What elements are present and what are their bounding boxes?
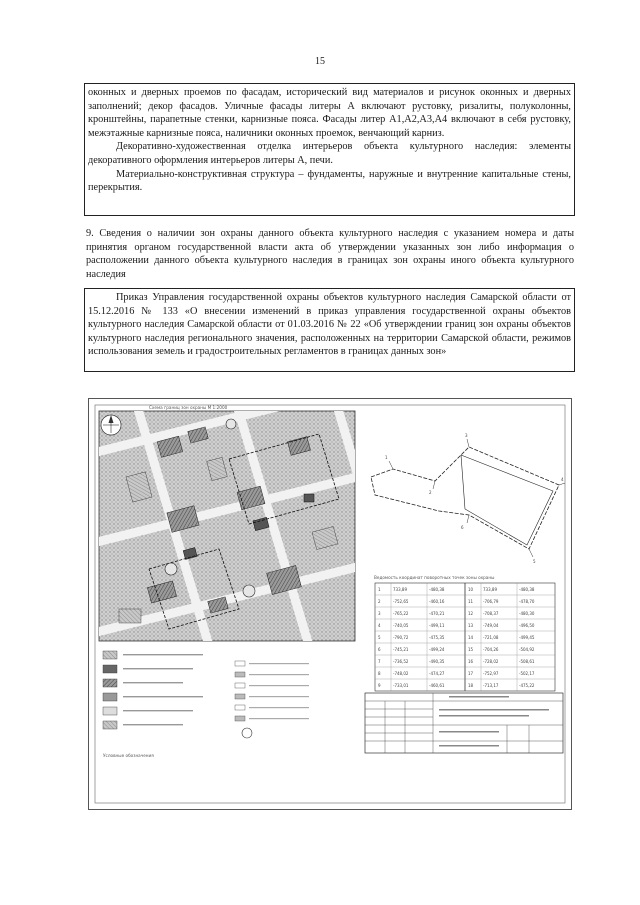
coord-x-value: -713,17 — [483, 683, 499, 688]
legend-swatch — [103, 651, 117, 659]
coord-point-number: 4 — [378, 623, 381, 628]
coord-y-value: -460,16 — [429, 599, 445, 604]
coord-point-number: 8 — [378, 671, 381, 676]
legend-label-line — [249, 718, 309, 719]
facade-description: оконных и дверных проемов по фасадам, исторический вид материалов и рисунок оконных и дверных заполнений; декор фасадов. Уличные фасады литеры А включают рустовку, ризалиты, полуколонны, кронштейны, парапетные стенки, карнизные пояса. Фасады литер А1,А2,А3,А4 включают в себя рустовку, межэтажные карнизные пояса, наличники оконных проемок, венчающий карниз. — [88, 87, 571, 139]
coord-x-value: -736,52 — [393, 659, 409, 664]
coord-x-value: 733,89 — [483, 587, 497, 592]
legend-label-line — [249, 663, 309, 664]
svg-text:1: 1 — [385, 455, 388, 460]
coord-point-number: 9 — [378, 683, 381, 688]
structural-elements: Материально-конструктивная структура – фундаменты, наружные и внутренние капитальные стены, перекрытия. — [88, 168, 571, 194]
legend-label-line — [249, 674, 309, 675]
coord-y-value: -474,27 — [429, 671, 445, 676]
coord-y-value: -480,38 — [429, 587, 445, 592]
coord-y-value: -480,38 — [519, 587, 535, 592]
coord-x-value: -752,65 — [393, 599, 409, 604]
coord-point-number: 7 — [378, 659, 381, 664]
coord-y-value: -499,11 — [429, 623, 445, 628]
legend-label-line — [123, 724, 183, 725]
coord-y-value: -490,35 — [429, 659, 445, 664]
legend-swatch — [103, 679, 117, 687]
coord-point-number: 12 — [468, 611, 474, 616]
coord-x-value: -721,08 — [483, 635, 499, 640]
coord-y-value: -475,22 — [519, 683, 535, 688]
coord-x-value: -790,72 — [393, 635, 409, 640]
coord-y-value: -499,24 — [429, 647, 445, 652]
coordinates-table — [374, 575, 555, 691]
coord-y-value: -496,50 — [519, 623, 535, 628]
drawing-title-block — [365, 693, 563, 753]
legend-label-line — [249, 685, 309, 686]
coord-x-value: -728,02 — [483, 659, 499, 664]
legend-title: Условные обозначения — [103, 753, 154, 758]
legend-swatch — [235, 694, 245, 699]
legend-swatch — [103, 665, 117, 673]
coord-x-value: -752,97 — [483, 671, 499, 676]
zone-map-drawing — [89, 399, 571, 809]
coord-x-value: -704,26 — [483, 647, 499, 652]
coord-y-value: -475,35 — [429, 635, 445, 640]
coord-point-number: 17 — [468, 671, 474, 676]
section-9-heading: 9. Сведения о наличии зон охраны данного объекта культурного наследия с указанием номера и даты принятия органом государственной власти акта об утверждении указанных зон либо информация о расположении данного объекта культурного наследия в границах зон охраны иного объекта культурного наследия — [86, 228, 574, 280]
coord-x-value: -740,05 — [393, 623, 409, 628]
coord-x-value: -745,21 — [393, 647, 409, 652]
svg-text:2: 2 — [429, 490, 432, 495]
legend-swatch — [235, 716, 245, 721]
protected-subject-box — [84, 83, 575, 216]
coord-x-value: -765,22 — [393, 611, 409, 616]
left-map-caption: Схема границ зон охраны М 1:2000 — [149, 405, 228, 410]
svg-text:4: 4 — [561, 477, 564, 482]
coord-point-number: 15 — [468, 647, 474, 652]
coord-x-value: -706,79 — [483, 599, 499, 604]
coord-x-value: 733,89 — [393, 587, 407, 592]
coord-point-number: 10 — [468, 587, 474, 592]
coord-point-number: 5 — [378, 635, 381, 640]
coord-point-number: 13 — [468, 623, 474, 628]
interior-decoration: Декоративно-художественная отделка интерьеров объекта культурного наследия: элементы декоративного оформления интерьеров литеры А, печи. — [88, 141, 571, 166]
coord-y-value: -502,17 — [519, 671, 535, 676]
zone-map-sheet — [88, 398, 572, 810]
order-reference-text: Приказ Управления государственной охраны объектов культурного наследия Самарской области от 15.12.2016 № 133 «О внесении изменений в приказ управления государственной охраны объектов культурного наследия Самарской области от 01.03.2016 № 22 «Об утверждении границ зон охраны объектов культурного наследия регионального значения, расположенных на территории Самарской области, режимов использования земель и градостроительных регламентов в границах данных зон» — [88, 292, 571, 358]
map-legend — [103, 651, 309, 758]
coord-x-value: -748,02 — [393, 671, 409, 676]
order-reference-box — [84, 288, 575, 372]
coord-y-value: -480,30 — [519, 611, 535, 616]
legend-label-line — [123, 682, 183, 683]
coord-y-value: -504,92 — [519, 647, 535, 652]
coord-point-number: 1 — [378, 587, 381, 592]
legend-label-line — [123, 696, 203, 697]
zone-boundary-scheme — [359, 411, 565, 589]
coord-x-value: -708,37 — [483, 611, 499, 616]
coordinates-table-title: Ведомость координат поворотных точек зоны охраны — [374, 575, 495, 580]
legend-label-line — [249, 707, 309, 708]
legend-swatch — [103, 693, 117, 701]
coord-y-value: -460,61 — [429, 683, 445, 688]
coord-x-value: -733,01 — [393, 683, 409, 688]
coord-point-number: 6 — [378, 647, 381, 652]
legend-swatch — [235, 683, 245, 688]
coord-y-value: -499,45 — [519, 635, 535, 640]
legend-swatch — [235, 672, 245, 677]
legend-label-line — [123, 668, 193, 669]
svg-text:3: 3 — [465, 433, 468, 438]
legend-swatch — [103, 721, 117, 729]
svg-text:5: 5 — [533, 559, 536, 564]
svg-text:6: 6 — [461, 525, 464, 530]
legend-swatch — [235, 705, 245, 710]
legend-swatch — [103, 707, 117, 715]
coord-y-value: -508,61 — [519, 659, 535, 664]
legend-label-line — [249, 696, 309, 697]
coord-y-value: -478,70 — [519, 599, 535, 604]
coord-point-number: 11 — [468, 599, 474, 604]
coord-point-number: 18 — [468, 683, 474, 688]
coord-point-number: 16 — [468, 659, 474, 664]
page-number: 15 — [315, 56, 325, 67]
coord-y-value: -470,21 — [429, 611, 445, 616]
legend-swatch — [235, 661, 245, 666]
legend-label-line — [123, 654, 203, 655]
coord-point-number: 2 — [378, 599, 381, 604]
coord-point-number: 14 — [468, 635, 474, 640]
coord-point-number: 3 — [378, 611, 381, 616]
legend-label-line — [123, 710, 193, 711]
coord-x-value: -749,04 — [483, 623, 499, 628]
